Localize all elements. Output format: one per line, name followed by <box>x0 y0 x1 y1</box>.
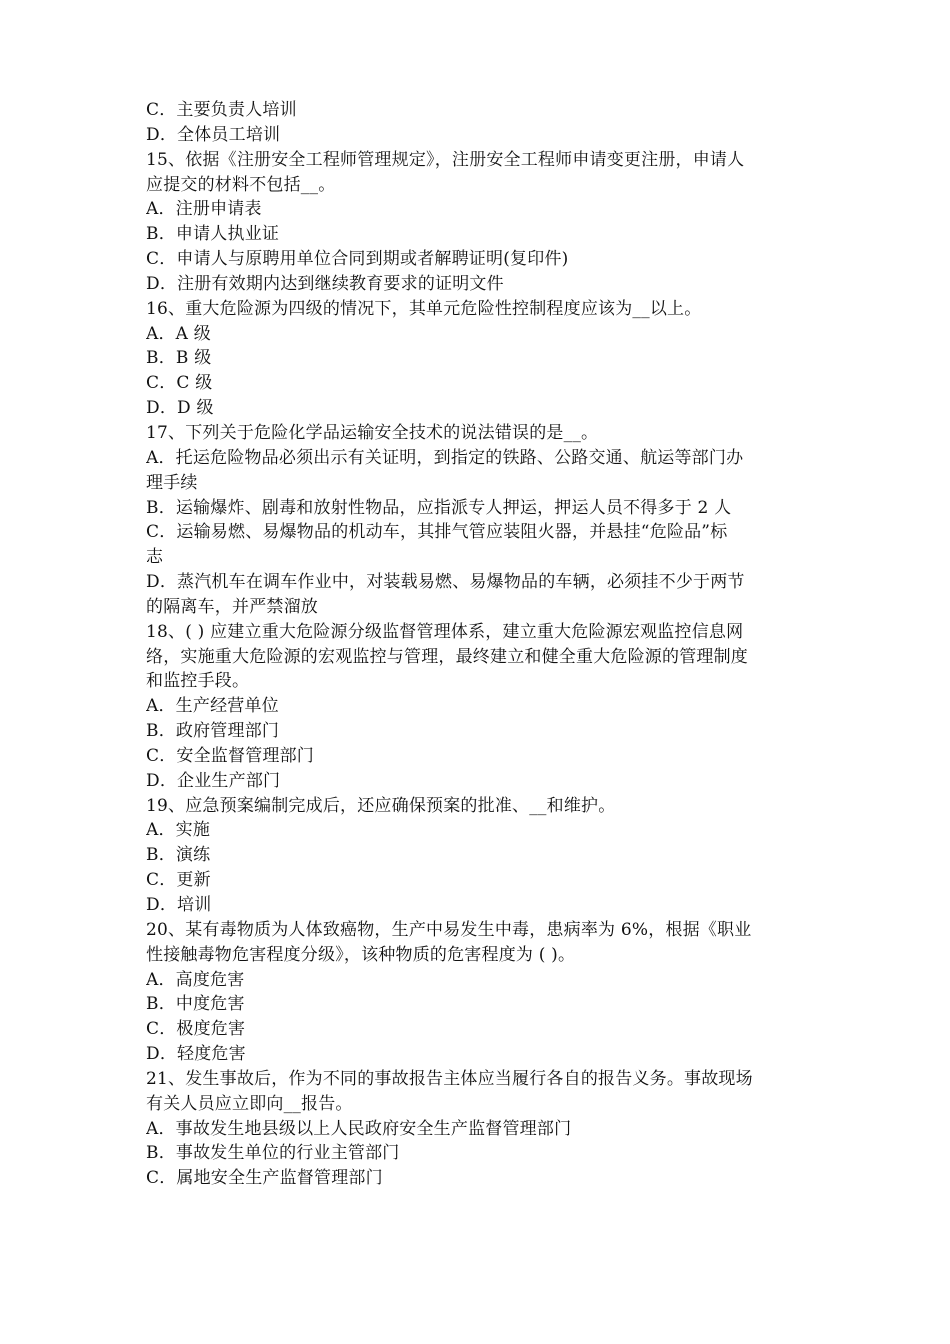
text-line: B．申请人执业证 <box>146 224 280 245</box>
text-line: C．C 级 <box>146 373 213 394</box>
text-line: 理手续 <box>146 472 198 493</box>
text-line: C．安全监督管理部门 <box>146 745 315 766</box>
text-line: D．注册有效期内达到继续教育要求的证明文件 <box>146 273 504 294</box>
text-line: 19、应急预案编制完成后，还应确保预案的批准、__和维护。 <box>146 795 616 816</box>
document-text <box>146 98 810 1191</box>
text-line: C．申请人与原聘用单位合同到期或者解聘证明(复印件) <box>146 249 569 270</box>
text-line: B．运输爆炸、剧毒和放射性物品，应指派专人押运，押运人员不得多于 2 人 <box>146 497 732 518</box>
text-line: C．极度危害 <box>146 1019 246 1040</box>
text-line: B．政府管理部门 <box>146 721 280 742</box>
text-line: 络，实施重大危险源的宏观监控与管理，最终建立和健全重大危险源的管理制度 <box>146 646 748 667</box>
text-line: 和监控手段。 <box>146 671 250 692</box>
text-line: D．D 级 <box>146 398 214 419</box>
text-line: A．事故发生地县级以上人民政府安全生产监督管理部门 <box>146 1118 572 1139</box>
text-line: 17、下列关于危险化学品运输安全技术的说法错误的是__。 <box>146 422 599 443</box>
text-line: B．演练 <box>146 845 211 866</box>
text-line: 18、( ) 应建立重大危险源分级监督管理体系，建立重大危险源宏观监控信息网 <box>146 621 744 642</box>
text-line: D．培训 <box>146 895 212 915</box>
text-line: 15、依据《注册安全工程师管理规定》，注册安全工程师申请变更注册，申请人 <box>146 149 745 170</box>
text-line: A．高度危害 <box>146 969 245 990</box>
text-line: C．运输易燃、易爆物品的机动车，其排气管应装阻火器，并悬挂“危险品”标 <box>146 522 728 543</box>
text-line: 21、发生事故后，作为不同的事故报告主体应当履行各自的报告义务。事故现场 <box>146 1068 753 1089</box>
text-line: B．中度危害 <box>146 994 245 1015</box>
text-line: D．全体员工培训 <box>146 124 281 145</box>
text-line: C．属地安全生产监督管理部门 <box>146 1168 383 1189</box>
text-line: D．蒸汽机车在调车作业中，对装载易燃、易爆物品的车辆，必须挂不少于两节 <box>146 572 745 593</box>
text-line: 性接触毒物危害程度分级》，该种物质的危害程度为 ( )。 <box>146 944 576 965</box>
text-line: A．实施 <box>146 820 211 841</box>
text-line: A．A 级 <box>146 323 211 344</box>
text-line: C．主要负责人培训 <box>146 100 297 120</box>
text-line: D．企业生产部门 <box>146 770 281 791</box>
text-line: 16、重大危险源为四级的情况下，其单元危险性控制程度应该为__以上。 <box>146 298 702 319</box>
text-line: C．更新 <box>146 870 211 891</box>
text-line: 20、某有毒物质为人体致癌物，生产中易发生中毒，患病率为 6%，根据《职业 <box>146 919 752 940</box>
text-line: 应提交的材料不包括__。 <box>146 174 336 195</box>
text-line: A．生产经营单位 <box>146 696 279 717</box>
text-line: A．托运危险物品必须出示有关证明，到指定的铁路、公路交通、航运等部门办 <box>146 447 744 468</box>
text-line: B．事故发生单位的行业主管部门 <box>146 1143 400 1164</box>
text-line: 的隔离车，并严禁溜放 <box>146 596 318 617</box>
text-line: B．B 级 <box>146 348 212 369</box>
text-line: A．注册申请表 <box>146 199 262 220</box>
text-line: 志 <box>146 547 164 568</box>
text-line: D．轻度危害 <box>146 1044 246 1065</box>
text-line: 有关人员应立即向__报告。 <box>146 1093 353 1114</box>
